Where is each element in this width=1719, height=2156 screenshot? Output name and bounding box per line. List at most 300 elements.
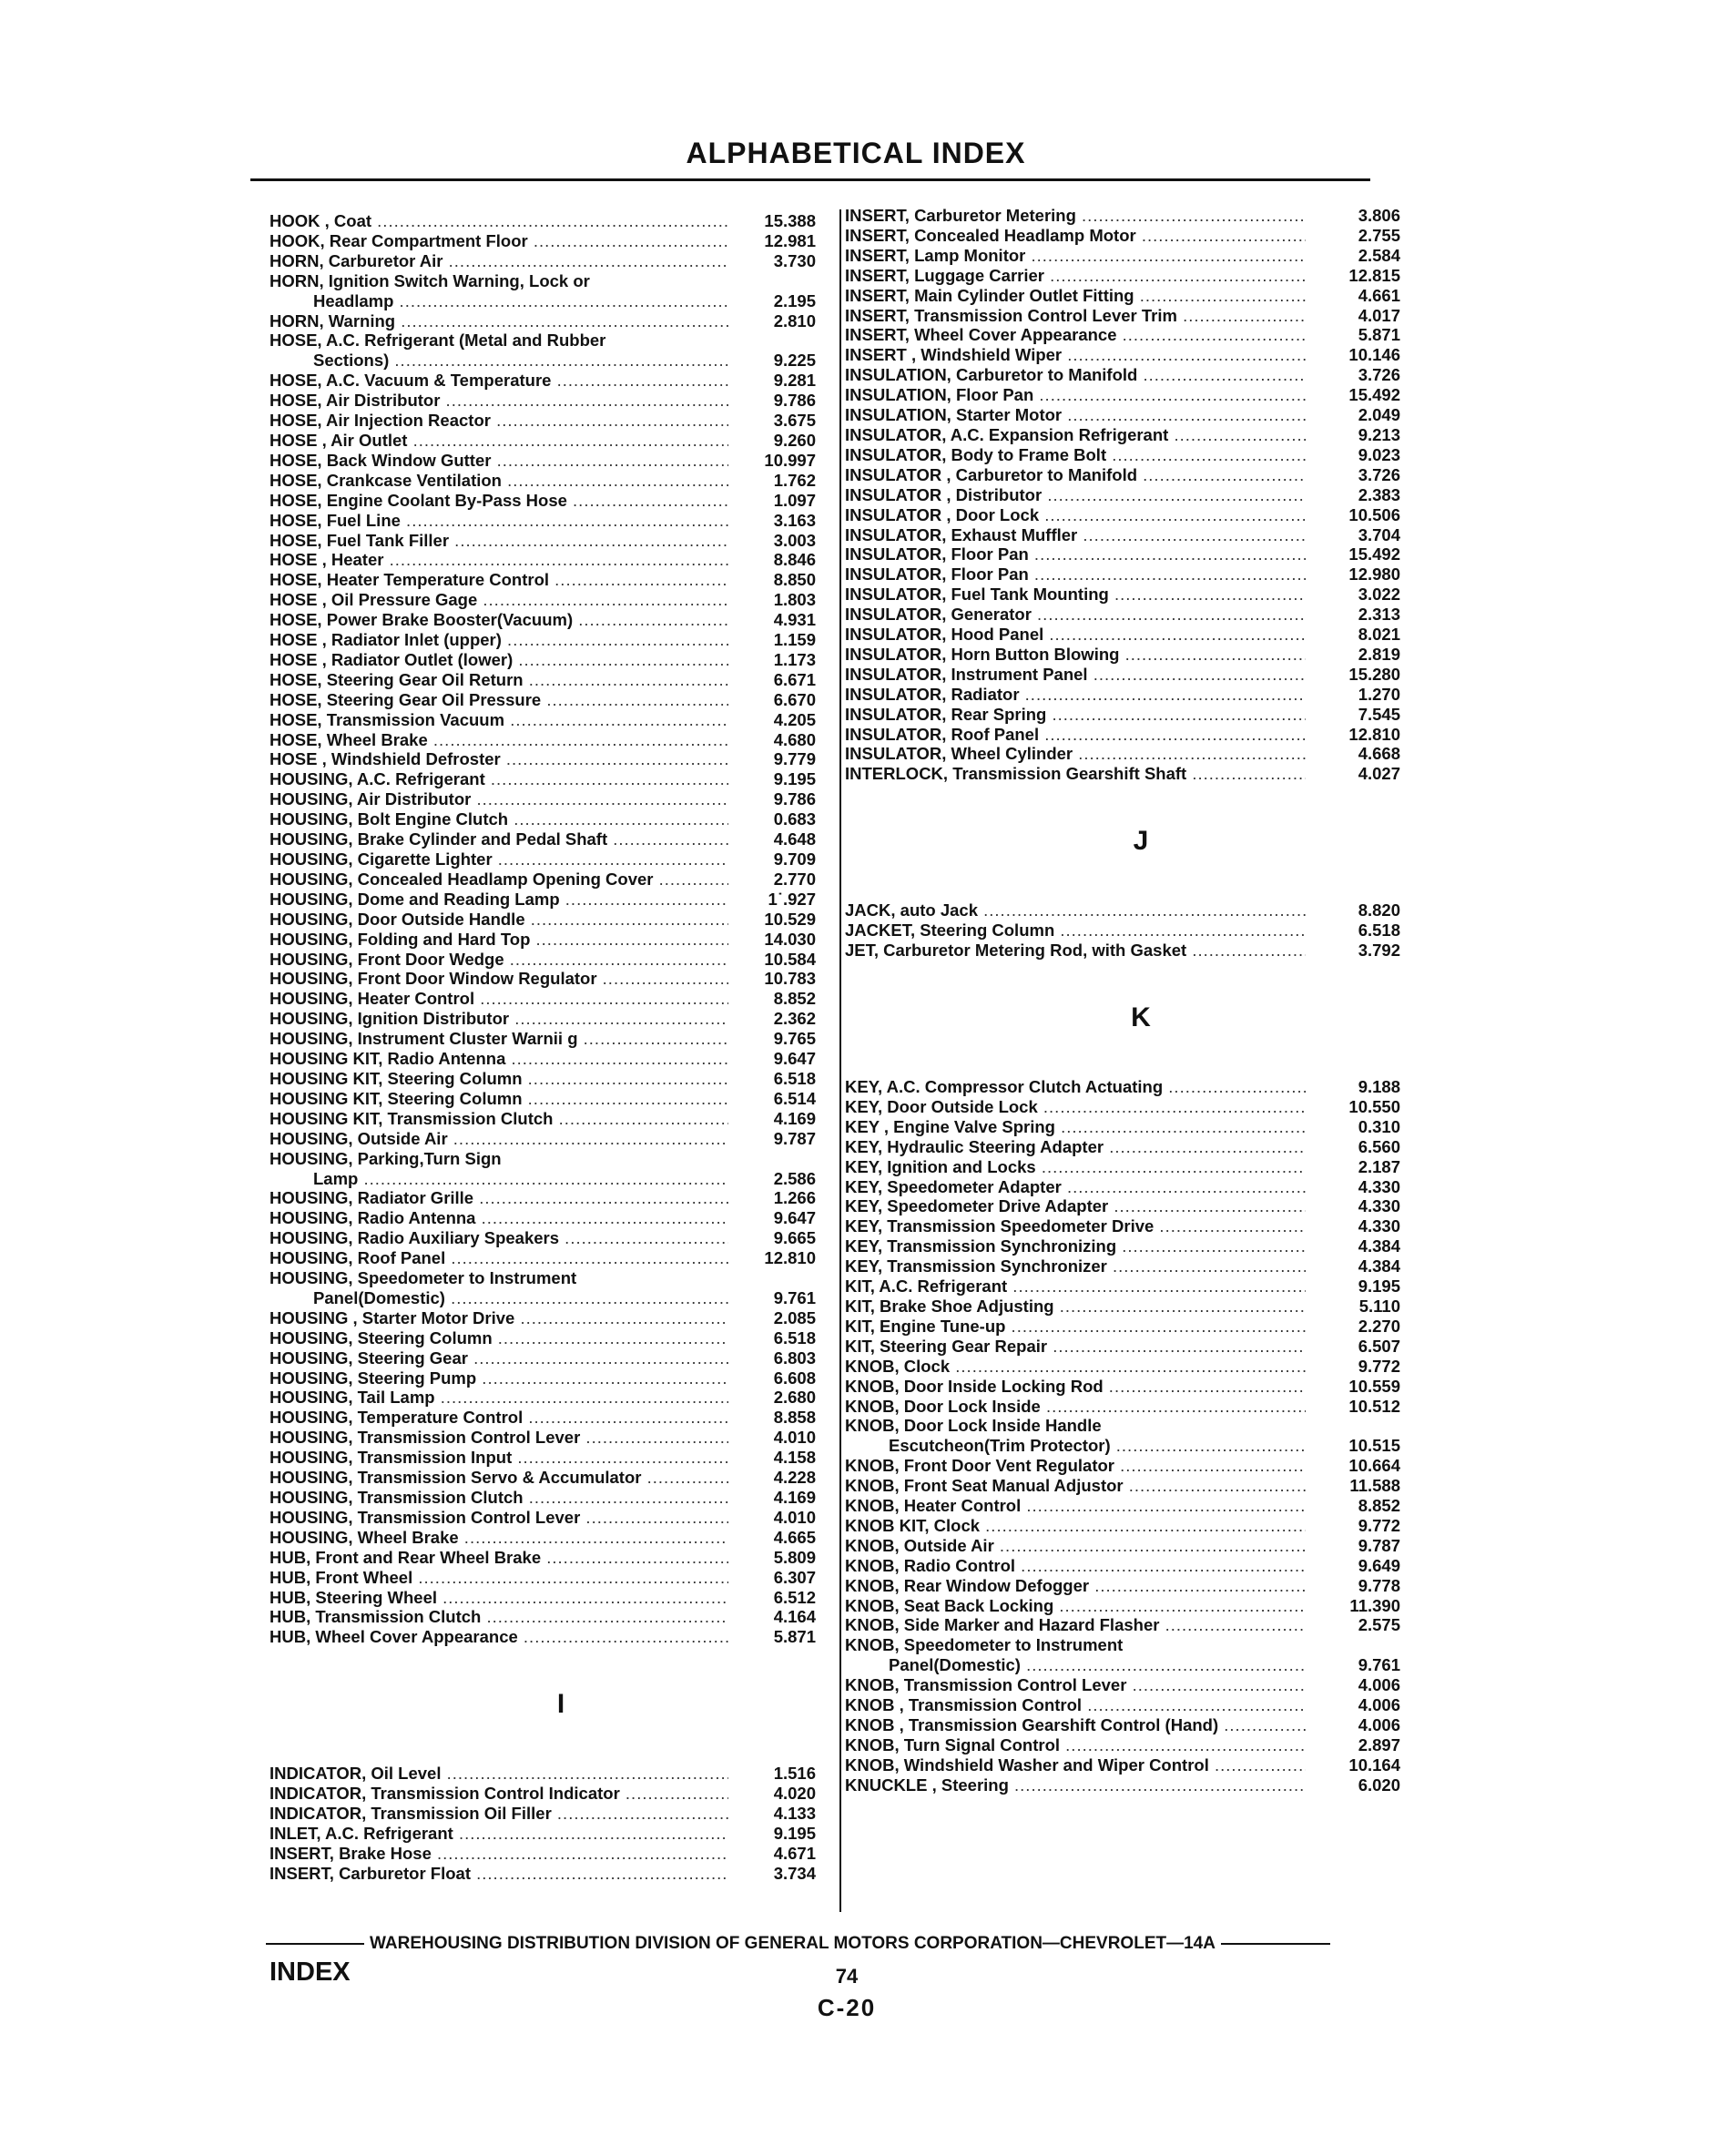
entry-name-text: HOSE, Transmission Vacuum — [270, 709, 505, 729]
entry-name — [270, 211, 728, 231]
index-entry — [270, 730, 816, 750]
entry-page-ref: 1.097 — [773, 490, 816, 510]
entry-name-text: HOUSING, Concealed Headlamp Opening Cover — [270, 869, 654, 889]
entry-name — [845, 1576, 1306, 1596]
entry-page-ref: 9.779 — [773, 749, 816, 769]
entry-name-text: HOUSING, Bolt Engine Clutch — [270, 809, 509, 829]
entry-page-ref: 8.846 — [773, 550, 816, 570]
entry-name-text: INSULATOR, Rear Spring — [845, 704, 1047, 724]
entry-page-ref: 3.730 — [773, 250, 816, 270]
entry-name-line1: KNOB, Door Lock Inside Handle — [845, 1416, 1102, 1436]
entry-name — [845, 1157, 1306, 1177]
entry-page-ref: 6.512 — [773, 1587, 816, 1607]
entry-page-ref: 0.683 — [773, 809, 816, 829]
entry-name-text: HOUSING, Transmission Clutch — [270, 1488, 524, 1507]
entry-name — [845, 1196, 1306, 1216]
entry-name-text: HOUSING, Front Door Wedge — [270, 949, 504, 969]
entry-name-text: HOUSING, Transmission Servo & Accumulator — [270, 1468, 642, 1488]
index-entry — [845, 345, 1400, 365]
entry-page-ref: 4.668 — [1358, 744, 1400, 764]
entry-name — [845, 1357, 1306, 1377]
index-entry — [270, 1864, 816, 1884]
entry-name-text: INSULATOR, Radiator — [845, 684, 1020, 704]
entry-name-text: KEY, Transmission Speedometer Drive — [845, 1216, 1154, 1236]
entry-name-text: HOUSING, Radio Auxiliary Speakers — [270, 1228, 560, 1248]
index-entry — [270, 1188, 816, 1208]
entry-page-ref: 1.762 — [773, 470, 816, 490]
entry-name — [270, 910, 728, 930]
entry-page-ref: 10.664 — [1348, 1456, 1400, 1476]
entry-name — [845, 1456, 1306, 1476]
entry-page-ref: 9.772 — [1358, 1356, 1400, 1376]
entry-name — [270, 730, 728, 750]
index-entry — [270, 1568, 816, 1588]
index-entry — [845, 525, 1400, 545]
index-entry — [845, 1615, 1400, 1635]
entry-name-text: INSERT, Main Cylinder Outlet Fitting — [845, 285, 1134, 305]
entry-page-ref: 15.280 — [1348, 664, 1400, 684]
entry-name-text: HOSE, Air Distributor — [270, 391, 441, 411]
entry-name — [270, 1764, 728, 1784]
entry-page-ref: 15.492 — [1348, 544, 1400, 564]
index-entry — [270, 1764, 816, 1784]
entry-name-text: HOUSING, Ignition Distributor — [270, 1009, 510, 1029]
entry-name — [270, 789, 728, 809]
entry-page-ref: 6.514 — [773, 1088, 816, 1108]
index-entry — [270, 531, 816, 551]
entry-page-ref: 2.680 — [773, 1388, 816, 1408]
entry-page-ref: 9.195 — [1358, 1276, 1400, 1297]
entry-name-text: HOSE, A.C. Vacuum & Temperature — [270, 371, 552, 391]
entry-name-text: HOUSING, Steering Gear — [270, 1348, 468, 1368]
entry-name-text: HOUSING, Outside Air — [270, 1128, 448, 1148]
index-entry — [270, 630, 816, 650]
right-column — [845, 206, 1400, 1795]
entry-name-text: HOUSING, Wheel Brake — [270, 1527, 459, 1547]
entry-page-ref: 2.195 — [773, 290, 816, 310]
index-entry — [270, 271, 816, 311]
index-list-i — [270, 1764, 816, 1883]
index-entry — [270, 1804, 816, 1824]
index-entry — [845, 1635, 1400, 1675]
entry-name — [270, 1528, 728, 1548]
entry-name — [845, 1476, 1306, 1496]
entry-name-text: HOOK, Rear Compartment Floor — [270, 230, 528, 250]
index-entry — [845, 605, 1400, 625]
entry-name — [270, 1348, 728, 1368]
entry-name — [270, 1089, 728, 1109]
entry-name — [845, 744, 1306, 764]
page-code: C-20 — [817, 1994, 877, 2021]
entry-page-ref: 10.146 — [1348, 345, 1400, 365]
entry-page-ref: 3.726 — [1358, 365, 1400, 385]
entry-page-ref: 8.852 — [773, 989, 816, 1009]
index-entry — [270, 1009, 816, 1029]
index-entry — [270, 231, 816, 251]
entry-name-text: HOSE , Oil Pressure Gage — [270, 590, 478, 610]
entry-name — [270, 849, 728, 870]
index-entry — [845, 286, 1400, 306]
index-entry — [270, 950, 816, 970]
index-entry — [845, 1077, 1400, 1097]
index-entry — [270, 1228, 816, 1248]
index-entry — [270, 451, 816, 471]
entry-page-ref: 4.330 — [1358, 1196, 1400, 1216]
entry-name-text: KEY, Speedometer Drive Adapter — [845, 1196, 1109, 1216]
entry-page-ref: 2.770 — [773, 869, 816, 889]
entry-name-text: HOUSING KIT, Radio Antenna — [270, 1049, 506, 1069]
entry-name — [270, 710, 728, 730]
entry-name-text: HOSE, Steering Gear Oil Pressure — [270, 689, 542, 709]
footer-division-text: WAREHOUSING DISTRIBUTION DIVISION OF GENERAL MOTORS CORPORATION—CHEVROLET—14A — [370, 1934, 1216, 1953]
entry-name — [845, 1276, 1306, 1297]
entry-name — [270, 271, 728, 311]
entry-name — [845, 525, 1306, 545]
index-entry — [845, 564, 1400, 585]
index-entry — [845, 485, 1400, 505]
index-entry — [845, 1596, 1400, 1616]
entry-name — [845, 1755, 1306, 1775]
index-entry — [845, 900, 1400, 920]
index-entry — [270, 1149, 816, 1189]
entry-page-ref: 9.665 — [773, 1228, 816, 1248]
entry-name-text: HOUSING, Temperature Control — [270, 1408, 524, 1428]
index-entry — [270, 1408, 816, 1428]
index-entry — [270, 1308, 816, 1328]
entry-page-ref: 9.761 — [773, 1287, 816, 1307]
entry-name-line2: Sections) ..... — [270, 351, 728, 371]
index-entry — [845, 1256, 1400, 1276]
index-entry — [270, 1089, 816, 1109]
entry-name-text: HOSE, Wheel Brake — [270, 729, 428, 749]
entry-page-ref: 2.586 — [773, 1168, 816, 1188]
entry-name — [270, 989, 728, 1009]
entry-name — [270, 311, 728, 331]
index-list-j — [845, 900, 1400, 961]
entry-page-ref: 8.858 — [773, 1408, 816, 1428]
entry-name — [270, 1804, 728, 1824]
index-entry — [270, 371, 816, 391]
entry-name-text: KNOB, Windshield Washer and Wiper Control — [845, 1754, 1209, 1775]
entry-page-ref: 6.560 — [1358, 1136, 1400, 1156]
index-entry — [845, 1317, 1400, 1337]
entry-name — [845, 1297, 1306, 1317]
index-list-i-continued — [845, 206, 1400, 784]
entry-name — [270, 1408, 728, 1428]
entry-name-text: HUB, Front and Rear Wheel Brake — [270, 1547, 542, 1567]
entry-name — [270, 1588, 728, 1608]
entry-name-text: KEY, Speedometer Adapter — [845, 1176, 1062, 1196]
entry-name — [270, 1129, 728, 1149]
entry-page-ref: 9.787 — [1358, 1535, 1400, 1555]
index-entry — [270, 769, 816, 789]
index-entry — [845, 445, 1400, 465]
entry-name-text: KEY, Ignition and Locks — [845, 1156, 1036, 1176]
index-entry — [845, 1157, 1400, 1177]
entry-name-text: KNOB KIT, Clock — [845, 1515, 981, 1535]
footer-index-label: INDEX — [270, 1958, 351, 1987]
entry-name-text: HOUSING, Transmission Control Lever — [270, 1428, 581, 1448]
entry-name — [270, 451, 728, 471]
entry-page-ref: 9.213 — [1358, 424, 1400, 444]
index-entry — [270, 690, 816, 710]
entry-page-ref: 4.330 — [1358, 1176, 1400, 1196]
entry-name — [270, 1784, 728, 1804]
entry-name-text: KIT, Steering Gear Repair — [845, 1336, 1048, 1356]
index-entry — [270, 1268, 816, 1308]
entry-name-text: KNOB, Turn Signal Control — [845, 1734, 1061, 1754]
entry-page-ref: 3.675 — [773, 411, 816, 431]
entry-name — [845, 1675, 1306, 1695]
index-entry — [845, 1097, 1400, 1117]
entry-name-text: KNOB, Clock — [845, 1356, 951, 1376]
index-entry — [845, 425, 1400, 445]
index-entry — [845, 1536, 1400, 1556]
entry-page-ref: 9.188 — [1358, 1077, 1400, 1096]
entry-name — [270, 550, 728, 570]
entry-page-ref: 10.506 — [1348, 504, 1400, 524]
entry-name-text: HOSE , Air Outlet — [270, 430, 408, 450]
entry-name — [270, 531, 728, 551]
section-letter-k: K — [1131, 1002, 1151, 1032]
entry-page-ref: 3.003 — [773, 530, 816, 550]
entry-name — [270, 1548, 728, 1568]
index-entry — [845, 1297, 1400, 1317]
index-entry — [845, 1775, 1400, 1795]
entry-page-ref: 4.010 — [773, 1507, 816, 1527]
entry-name-text: HOUSING, Heater Control — [270, 989, 475, 1009]
index-entry — [845, 625, 1400, 645]
index-entry — [845, 1337, 1400, 1357]
index-entry — [270, 989, 816, 1009]
entry-name-text: HOUSING KIT, Steering Column — [270, 1068, 523, 1088]
entry-name-text: HOSE , Radiator Inlet (upper) — [270, 630, 502, 650]
index-entry — [270, 1069, 816, 1089]
entry-page-ref: 9.195 — [773, 1823, 816, 1843]
entry-name-text: KNOB, Radio Control — [845, 1555, 1016, 1575]
entry-page-ref: 1.173 — [773, 649, 816, 669]
index-entry — [270, 1428, 816, 1448]
index-entry — [845, 325, 1400, 345]
index-entry — [270, 511, 816, 531]
entry-name-text: HOUSING, Instrument Cluster Warnii g — [270, 1029, 578, 1049]
entry-name — [845, 1177, 1306, 1197]
entry-page-ref: 4.010 — [773, 1428, 816, 1448]
entry-name — [270, 650, 728, 670]
entry-name-text: HOSE, Engine Coolant By-Pass Hose — [270, 490, 567, 510]
entry-page-ref: 9.786 — [773, 391, 816, 411]
entry-page-ref: 4.680 — [773, 729, 816, 749]
entry-page-ref: 3.792 — [1358, 941, 1400, 961]
entry-name — [270, 1268, 728, 1308]
entry-name — [845, 920, 1306, 941]
entry-name-text: KEY, Transmission Synchronizer — [845, 1256, 1107, 1276]
entry-page-ref: 2.819 — [1358, 644, 1400, 664]
entry-name-text: KNOB, Outside Air — [845, 1535, 994, 1555]
index-entry — [270, 1607, 816, 1627]
entry-name-text: INSULATOR, Horn Button Blowing — [845, 644, 1120, 664]
entry-name — [845, 1416, 1306, 1456]
index-entry — [845, 465, 1400, 485]
entry-page-ref: 15.388 — [764, 211, 816, 230]
entry-page-ref: 9.260 — [773, 430, 816, 450]
entry-page-ref: 8.852 — [1358, 1496, 1400, 1516]
entry-name — [845, 206, 1306, 226]
entry-name-text: HOSE , Radiator Outlet (lower) — [270, 649, 514, 669]
entry-page-ref: 6.507 — [1358, 1336, 1400, 1356]
entry-page-ref: 14.030 — [764, 929, 816, 949]
entry-page-ref: 6.518 — [1358, 920, 1400, 941]
entry-name-text: INDICATOR, Transmission Control Indicator — [270, 1784, 620, 1804]
entry-page-ref: 11.588 — [1349, 1476, 1400, 1496]
entry-name-text: HOSE , Windshield Defroster — [270, 749, 501, 769]
entry-name — [845, 544, 1306, 564]
index-entry — [270, 650, 816, 670]
entry-name-text: INSULATION, Starter Motor — [845, 405, 1063, 425]
entry-page-ref: 3.806 — [1358, 206, 1400, 225]
index-entry — [270, 1348, 816, 1368]
index-entry — [270, 1208, 816, 1228]
index-list-k — [845, 1077, 1400, 1795]
entry-name — [845, 1117, 1306, 1137]
entry-page-ref: 12.980 — [1348, 564, 1400, 585]
entry-name-text: INSULATOR, Wheel Cylinder — [845, 744, 1073, 764]
entry-name — [270, 371, 728, 391]
entry-page-ref: 12.810 — [1348, 724, 1400, 744]
entry-name-text: HOUSING, Transmission Control Lever — [270, 1507, 581, 1527]
index-entry — [270, 1109, 816, 1129]
entry-name — [270, 1208, 728, 1228]
index-entry — [845, 1377, 1400, 1397]
entry-name-text: KNOB, Door Inside Locking Rod — [845, 1376, 1104, 1396]
index-entry — [270, 471, 816, 491]
entry-name-line1: HOSE, A.C. Refrigerant (Metal and Rubber — [270, 331, 606, 351]
entry-page-ref: 1.159 — [773, 630, 816, 650]
index-entry — [845, 1357, 1400, 1377]
entry-name-text: HOUSING, Radiator Grille — [270, 1188, 474, 1208]
index-entry — [845, 665, 1400, 685]
entry-page-ref: 9.647 — [773, 1208, 816, 1228]
index-entry — [845, 385, 1400, 405]
entry-name-text: HOSE, Steering Gear Oil Return — [270, 669, 524, 689]
entry-page-ref: 11.390 — [1349, 1595, 1400, 1615]
entry-name-text: KEY, A.C. Compressor Clutch Actuating — [845, 1077, 1164, 1096]
entry-page-ref: 9.647 — [773, 1049, 816, 1069]
entry-page-ref: 2.049 — [1358, 405, 1400, 425]
entry-page-ref: 3.726 — [1358, 464, 1400, 484]
entry-name — [270, 1448, 728, 1468]
entry-name — [270, 411, 728, 431]
entry-name-line2: Panel(Domestic) ..... — [845, 1655, 1306, 1675]
entry-name-text: HOSE , Heater — [270, 550, 384, 570]
entry-page-ref: 2.575 — [1358, 1615, 1400, 1635]
entry-name — [270, 1607, 728, 1627]
index-entry — [845, 1556, 1400, 1576]
index-entry — [845, 1695, 1400, 1715]
entry-name — [845, 286, 1306, 306]
entry-name-text: HOSE, Fuel Tank Filler — [270, 530, 450, 550]
entry-page-ref: 4.931 — [773, 610, 816, 630]
index-entry — [270, 749, 816, 769]
entry-page-ref: 9.765 — [773, 1029, 816, 1049]
entry-name — [270, 431, 728, 451]
page-number: 74 — [835, 1965, 859, 1988]
index-entry — [845, 306, 1400, 326]
entry-name — [845, 1077, 1306, 1097]
index-entry — [270, 311, 816, 331]
index-entry — [270, 491, 816, 511]
index-entry — [270, 1468, 816, 1488]
index-entry — [845, 226, 1400, 246]
entry-name-text: JET, Carburetor Metering Rod, with Gasket — [845, 941, 1187, 961]
index-entry — [270, 590, 816, 610]
entry-name — [270, 570, 728, 590]
index-entry — [270, 211, 816, 231]
entry-name-text: INSULATOR, Body to Frame Bolt — [845, 444, 1107, 464]
entry-name — [845, 605, 1306, 625]
index-entry — [845, 1715, 1400, 1735]
entry-name — [845, 246, 1306, 266]
index-entry — [845, 764, 1400, 784]
index-entry — [845, 1196, 1400, 1216]
index-entry — [270, 1528, 816, 1548]
entry-page-ref: 7.545 — [1358, 704, 1400, 724]
index-entry — [270, 1368, 816, 1388]
entry-name — [270, 1069, 728, 1089]
entry-name — [270, 1568, 728, 1588]
entry-name-text: JACK, auto Jack — [845, 900, 978, 920]
entry-name — [270, 231, 728, 251]
entry-name-text: HOUSING, Brake Cylinder and Pedal Shaft — [270, 829, 608, 849]
entry-page-ref: 12.815 — [1348, 265, 1400, 285]
entry-name-text: INSULATOR, A.C. Expansion Refrigerant — [845, 424, 1169, 444]
entry-name — [845, 705, 1306, 725]
entry-name-line1: KNOB, Speedometer to Instrument — [845, 1635, 1124, 1655]
index-entry — [270, 1784, 816, 1804]
entry-name — [270, 769, 728, 789]
entry-name — [845, 1337, 1306, 1357]
entry-name-line1: HORN, Ignition Switch Warning, Lock or — [270, 270, 590, 290]
entry-name — [270, 1508, 728, 1528]
entry-page-ref: 9.787 — [773, 1128, 816, 1148]
entry-page-ref: 4.017 — [1358, 305, 1400, 325]
entry-name — [270, 1328, 728, 1348]
entry-name-text: HORN, Warning — [270, 310, 396, 331]
entry-name — [845, 1556, 1306, 1576]
index-list-h — [270, 211, 816, 1647]
entry-name — [270, 1468, 728, 1488]
entry-name-text: HORN, Carburetor Air — [270, 250, 443, 270]
entry-page-ref: 10.584 — [764, 949, 816, 969]
entry-name — [270, 1388, 728, 1408]
entry-name-text: INSULATOR, Generator — [845, 605, 1032, 625]
entry-name — [270, 1864, 728, 1884]
index-entry — [270, 411, 816, 431]
entry-page-ref: 10.783 — [764, 969, 816, 989]
footer-rule-right — [1221, 1943, 1330, 1945]
entry-name-text: KNOB, Front Door Vent Regulator — [845, 1456, 1114, 1476]
entry-name-text: INSULATION, Floor Pan — [845, 385, 1034, 405]
section-letter-j: J — [1133, 826, 1149, 857]
entry-name — [270, 950, 728, 970]
entry-page-ref: 4.158 — [773, 1448, 816, 1468]
entry-page-ref: 4.648 — [773, 829, 816, 849]
entry-name-text: HOSE, Back Window Gutter — [270, 450, 492, 470]
entry-name-text: HOSE, Fuel Line — [270, 510, 401, 530]
entry-name — [845, 1216, 1306, 1236]
entry-name — [845, 941, 1306, 961]
entry-name — [270, 1627, 728, 1647]
